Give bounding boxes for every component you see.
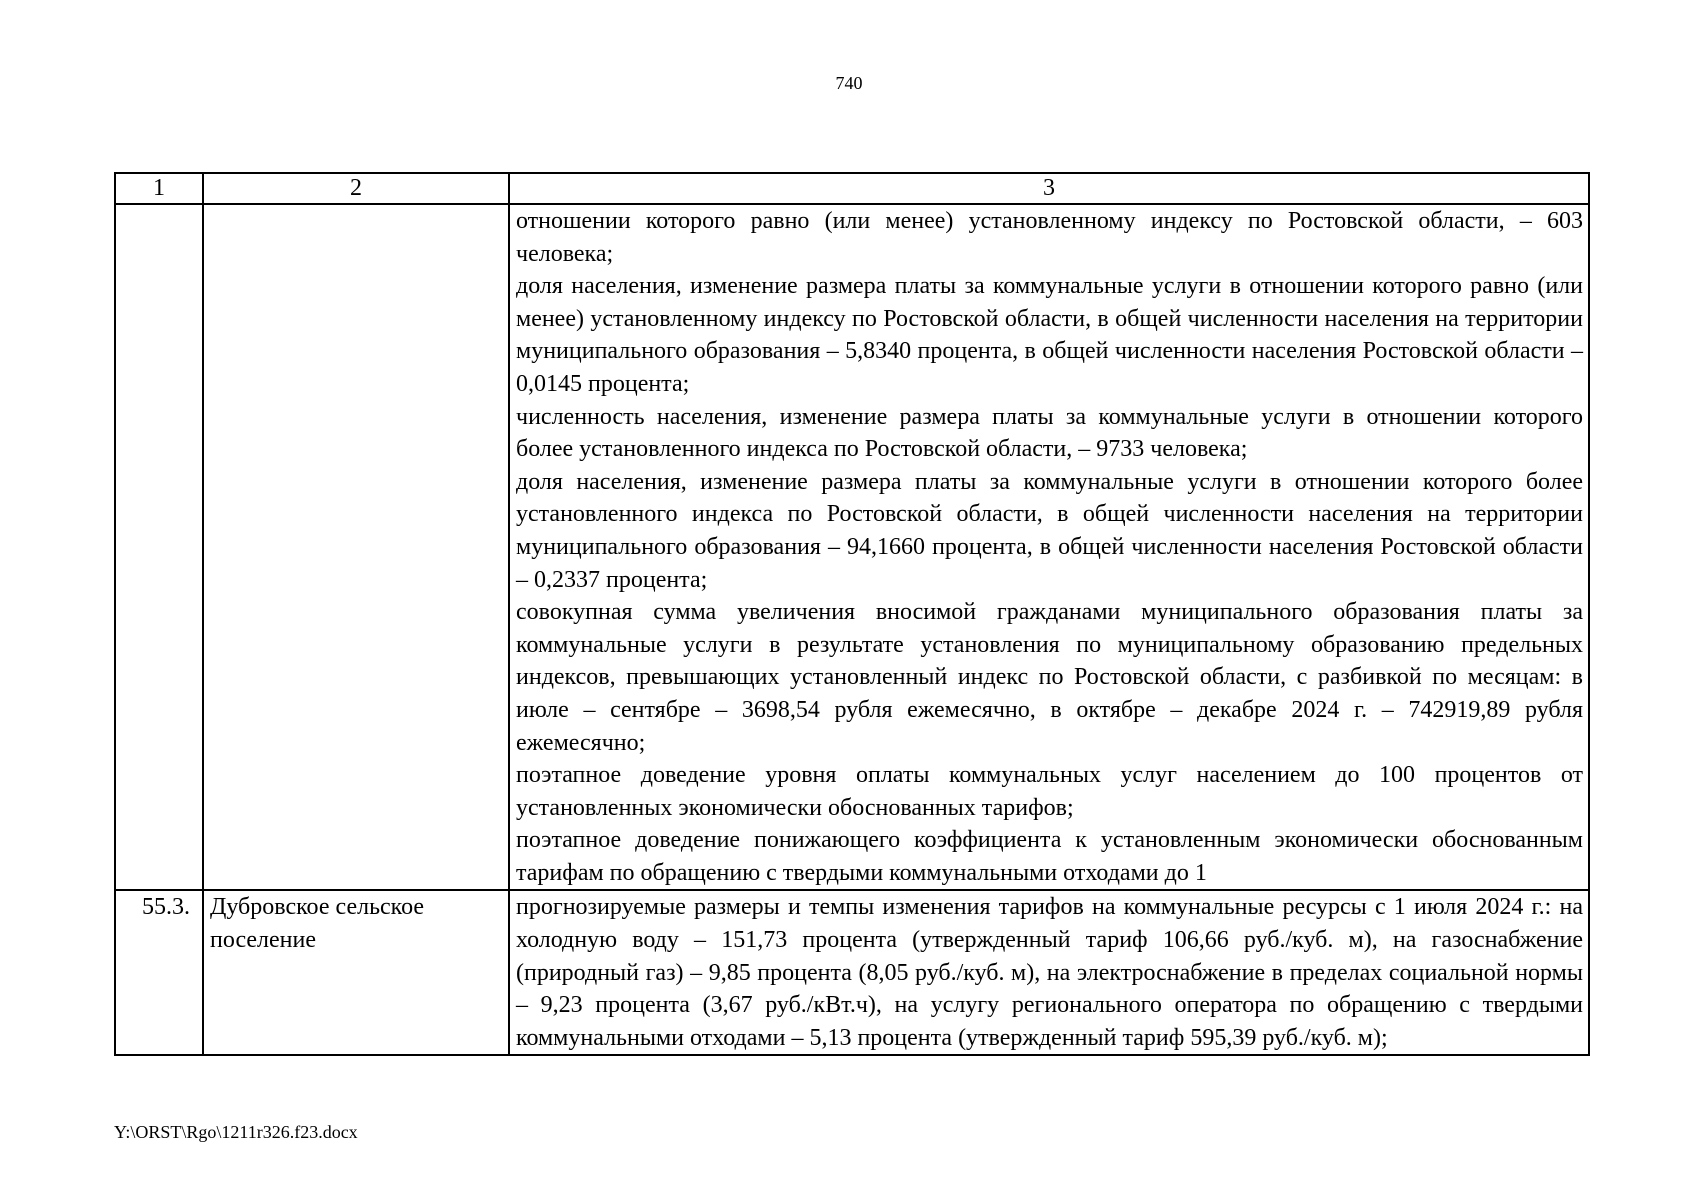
paragraph: прогнозируемые размеры и темпы изменения тарифов на коммунальные ресурсы с 1 июля 2024 г.: на холодную воду – 151,73 процента (утвержденный тариф 106,66 руб./куб. м), на газоснабжение (природный газ) – 9,85 процента (8,05 руб./куб. м), на электроснабжение в пределах социальной нормы – 9,23 процента (3,67 руб./кВт.ч), на услугу регионального оператора по обращению с твердыми коммунальными отходами – 5,13 процента (утвержденный тариф 595,39 руб./куб. м); (516, 894, 1583, 1051)
paragraph: доля населения, изменение размера платы за коммунальные услуги в отношении которого равно (или менее) установленному индексу по Ростовской области, в общей численности населения на территории муниципального образования – 5,8340 процента, в общей численности населения Ростовской области – 0,0145 процента; (516, 273, 1583, 397)
document-table (114, 172, 1590, 1056)
paragraph: совокупная сумма увеличения вносимой гражданами муниципального образования платы за коммунальные услуги в результате установления по муниципальному образованию предельных индексов, превышающих установленный индекс по Ростовской области, с разбивкой по месяцам: в июле – сентябре – 3698,54 рубля ежемесячно, в октябре – декабре 2024 г. – 742919,89 рубля ежемесячно; (516, 599, 1583, 756)
paragraph: отношении которого равно (или менее) установленному индексу по Ростовской области, – 603 человека; (516, 208, 1583, 267)
footer-file-path: Y:\ORST\Rgo\1211r326.f23.docx (114, 1122, 358, 1142)
table-header-row (115, 173, 1589, 204)
row-name-cell (203, 890, 509, 1055)
settlement-name-line: Дубровское сельское (210, 894, 425, 921)
row-number-cell (115, 204, 203, 890)
row-text-cell (509, 204, 1589, 890)
row-text-cell (509, 890, 1589, 1055)
header-cell-1: 1 (115, 173, 203, 204)
header-cell-3: 3 (509, 173, 1589, 204)
row-name-cell (203, 204, 509, 890)
header-cell-2: 2 (203, 173, 509, 204)
paragraph: поэтапное доведение понижающего коэффициента к установленным экономически обоснованным тарифам по обращению с твердыми коммунальными отходами до 1 (516, 827, 1583, 886)
settlement-name-line: поселение (210, 927, 317, 954)
page-number: 740 (835, 73, 863, 93)
row-number-cell: 55.3. (115, 890, 203, 1055)
paragraph: поэтапное доведение уровня оплаты коммунальных услуг населением до 100 процентов от установленных экономически обоснованных тарифов; (516, 762, 1583, 821)
table-row-55-3 (115, 890, 1589, 1055)
paragraph: доля населения, изменение размера платы за коммунальные услуги в отношении которого более установленного индекса по Ростовской области, в общей численности населения на территории муниципального образования – 94,1660 процента, в общей численности населения Ростовской области – 0,2337 процента; (516, 468, 1583, 593)
table-row-continued (115, 204, 1589, 890)
paragraph: численность населения, изменение размера платы за коммунальные услуги в отношении которого более установленного индекса по Ростовской области, – 9733 человека; (516, 403, 1583, 463)
